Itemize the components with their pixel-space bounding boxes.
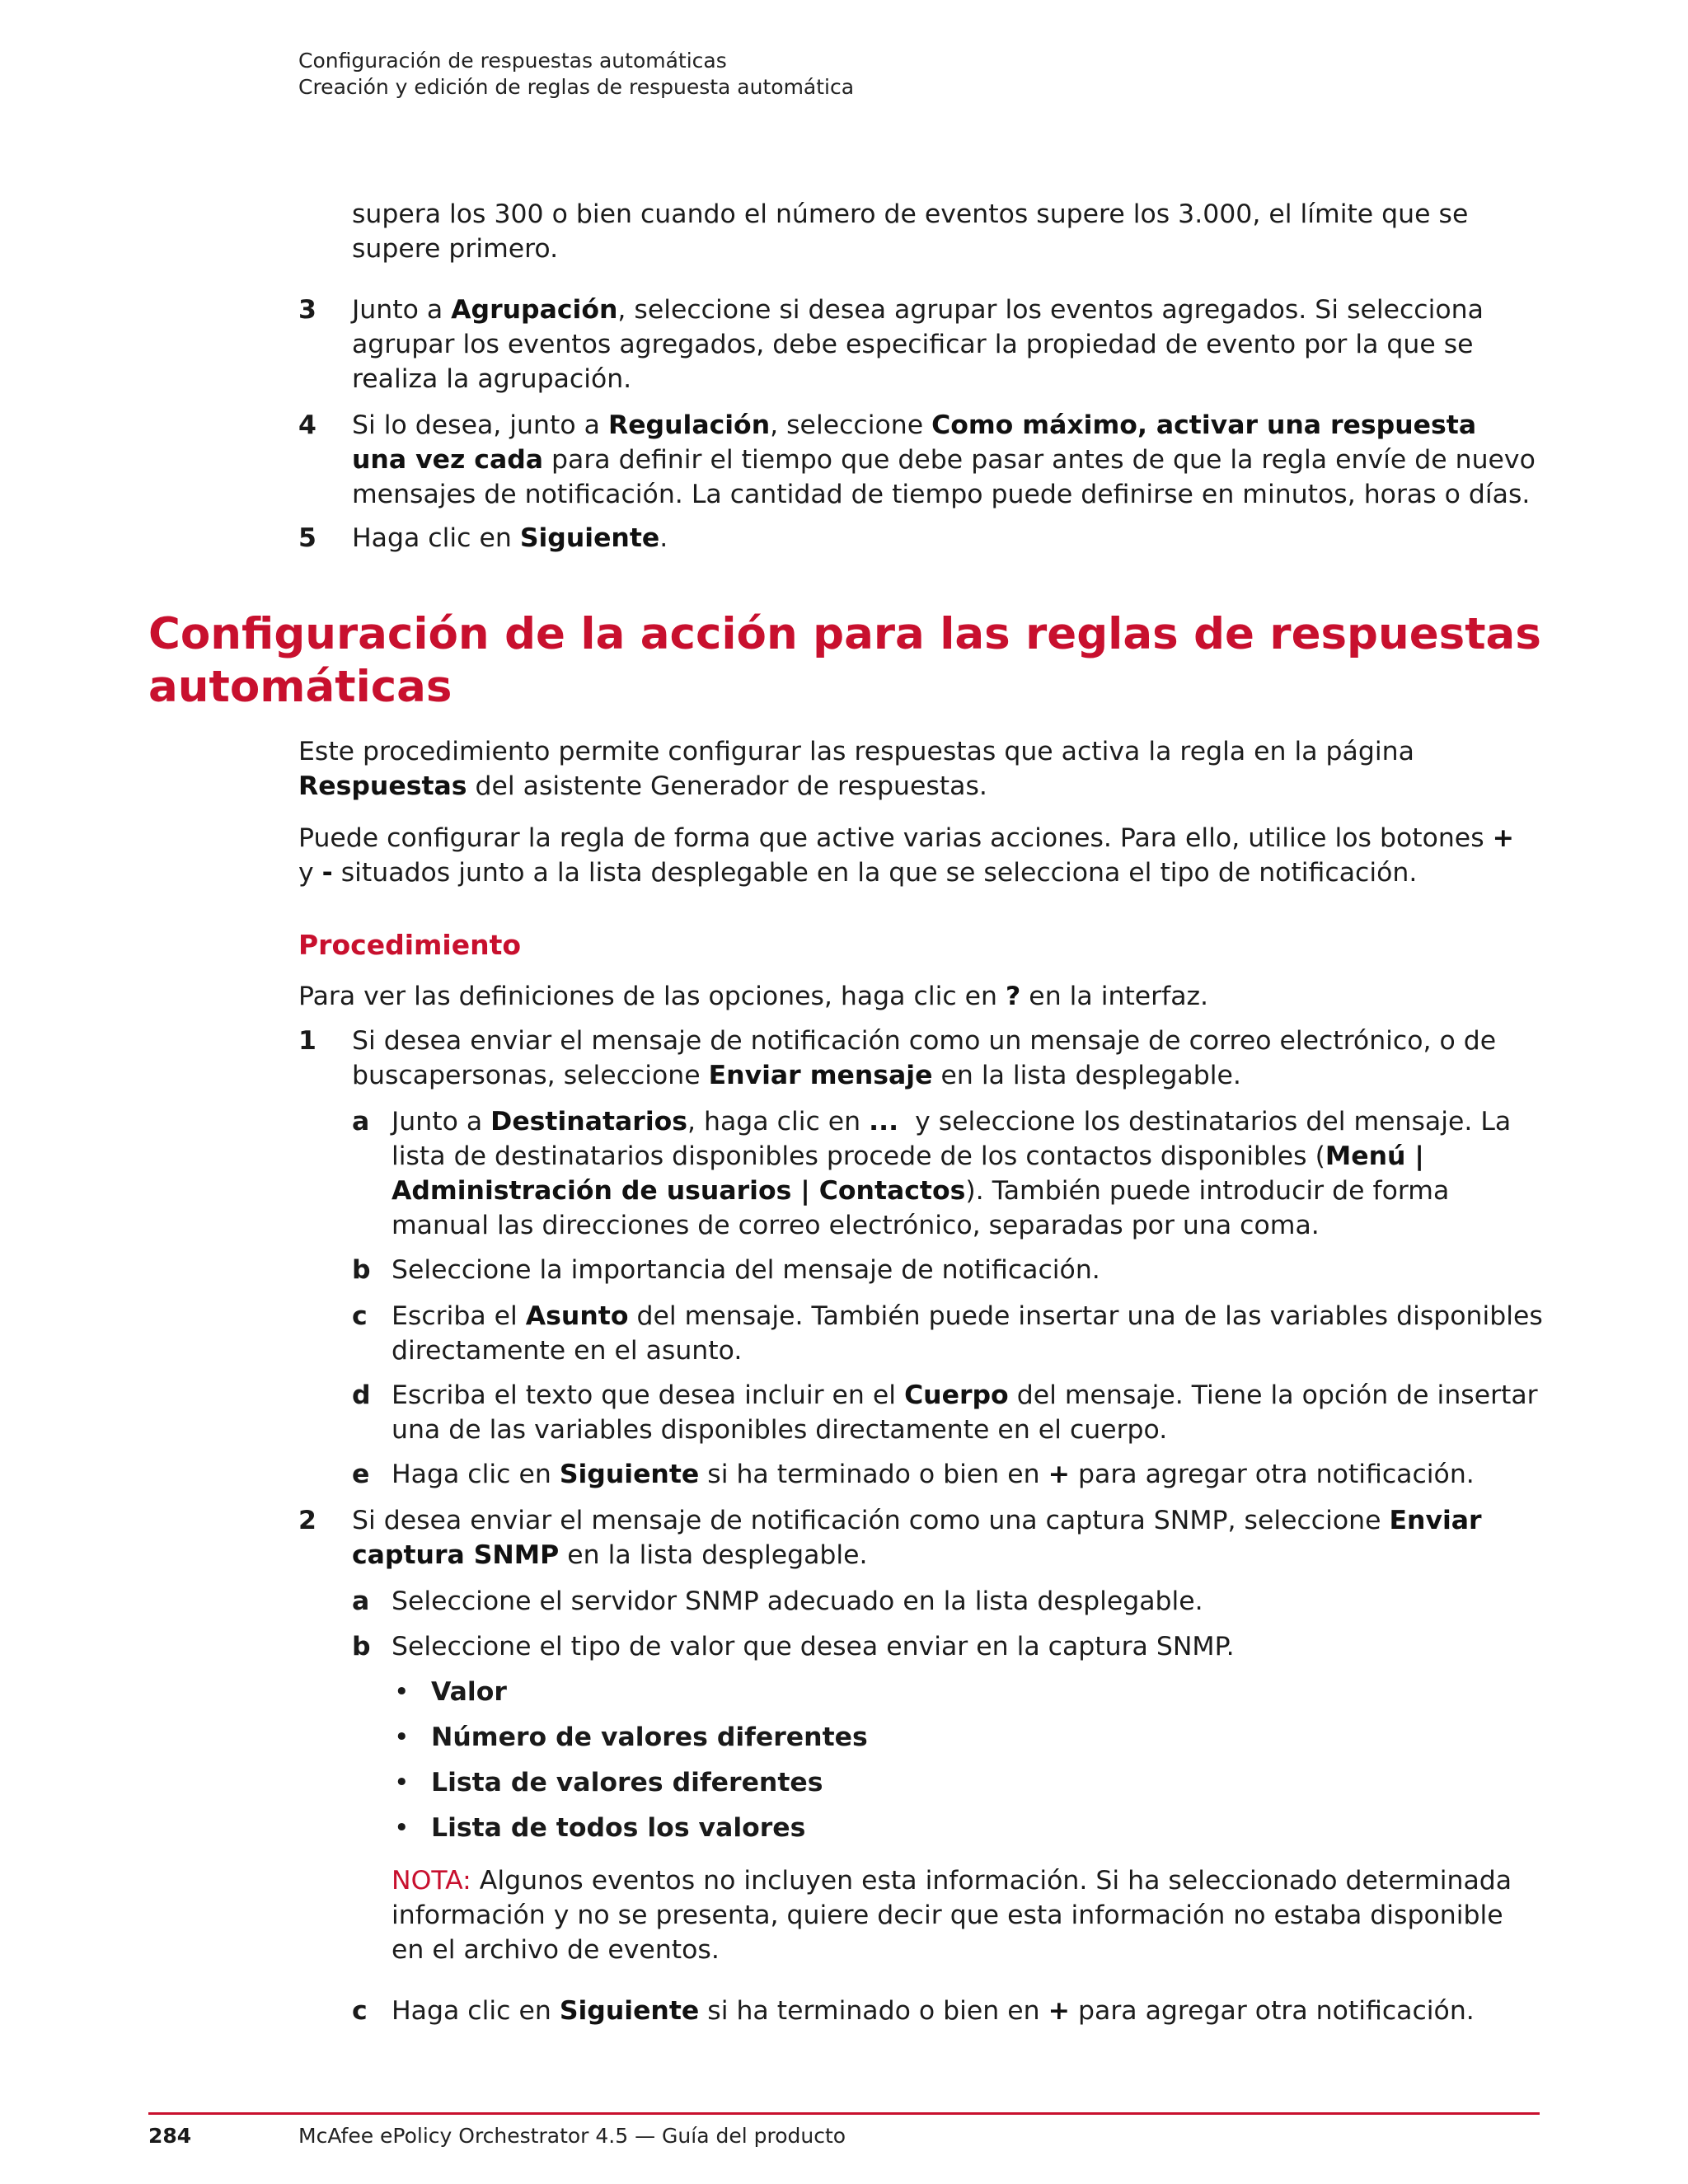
section-title — [148, 608, 1550, 714]
step-number: 1 — [298, 1026, 316, 1056]
bold-term: Siguiente — [559, 1996, 700, 2026]
substep-1c-text — [392, 1299, 1543, 1368]
bold-term: Asunto — [525, 1301, 629, 1331]
text-run: para agregar otra notificación. — [1070, 1996, 1475, 2026]
intro-paragraph-2 — [298, 821, 1514, 890]
substep-letter: a — [352, 1107, 370, 1137]
step-4-text — [352, 408, 1536, 512]
continuation-line-2: supere primero. — [352, 234, 559, 264]
text-run: situados junto a la lista desplegable en la que se selecciona el tipo de notificación. — [332, 858, 1418, 888]
text-line: directamente en el asunto. — [392, 1336, 743, 1366]
text-run: , seleccione si desea agrupar los eventos agregados. Si selecciona — [617, 295, 1484, 325]
substep-1e-text — [392, 1457, 1475, 1492]
text-run: Para ver las definiciones de las opciones, haga clic en — [298, 982, 1006, 1011]
substep-letter: e — [352, 1460, 370, 1489]
text-line: mensajes de notificación. La cantidad de tiempo puede definirse en minutos, horas o días. — [352, 480, 1531, 509]
text-run: ). También puede introducir de forma — [965, 1176, 1450, 1206]
text-run: del mensaje. También puede insertar una de las variables disponibles — [628, 1301, 1543, 1331]
bullet-item: Valor — [431, 1677, 507, 1707]
text-run: lista de destinatarios disponibles procede de los contactos disponibles ( — [392, 1141, 1325, 1171]
text-run: Si lo desea, junto a — [352, 410, 608, 440]
substep-2a-text: Seleccione el servidor SNMP adecuado en la lista desplegable. — [392, 1586, 1203, 1616]
text-run: si ha terminado o bien en — [699, 1460, 1048, 1489]
bold-term: ... — [869, 1107, 899, 1137]
step-number: 3 — [298, 295, 316, 325]
proc-step-2-text — [352, 1503, 1482, 1572]
footer-title: McAfee ePolicy Orchestrator 4.5 — Guía del producto — [298, 2124, 846, 2148]
bold-term: ? — [1006, 982, 1021, 1011]
substep-letter: b — [352, 1255, 371, 1285]
bullet-icon: • — [394, 1677, 410, 1707]
section-title-line-2: automáticas — [148, 662, 452, 712]
bold-term: Cuerpo — [904, 1380, 1009, 1410]
note-label: NOTA: — [392, 1866, 471, 1896]
text-run: Escriba el texto que desea incluir en el — [392, 1380, 905, 1410]
bullet-icon: • — [394, 1768, 410, 1797]
text-line: realiza la agrupación. — [352, 364, 632, 394]
bold-term: Como máximo, activar una respuesta — [931, 410, 1477, 440]
text-run: del mensaje. Tiene la opción de insertar — [1008, 1380, 1538, 1410]
intro-paragraph-1 — [298, 734, 1414, 804]
substep-letter: a — [352, 1586, 370, 1616]
text-run: y seleccione los destinatarios del mensaje. La — [898, 1107, 1512, 1137]
bullet-icon: • — [394, 1813, 410, 1843]
bold-term: Enviar — [1389, 1506, 1482, 1535]
bold-term: Respuestas — [298, 771, 467, 801]
bold-term: Siguiente — [519, 523, 660, 553]
running-header-chapter: Configuración de respuestas automáticas — [298, 49, 727, 73]
bold-term: Regulación — [607, 410, 771, 440]
text-run: para definir el tiempo que debe pasar antes de que la regla envíe de nuevo — [543, 445, 1536, 475]
text-run: Puede configurar la regla de forma que active varias acciones. Para ello, utilice los botones — [298, 823, 1493, 853]
substep-letter: c — [352, 1996, 368, 2026]
text-line: agrupar los eventos agregados, debe especificar la propiedad de evento por la que se — [352, 330, 1474, 359]
substep-1d-text — [392, 1378, 1538, 1447]
substep-letter: d — [352, 1380, 371, 1410]
procedure-heading: Procedimiento — [298, 929, 522, 961]
text-run: Junto a — [392, 1107, 491, 1137]
procedure-intro — [298, 979, 1208, 1014]
text-line: Este procedimiento permite configurar las respuestas que activa la regla en la página — [298, 737, 1414, 766]
continuation-text — [352, 197, 1468, 266]
bullet-item: Lista de valores diferentes — [431, 1768, 823, 1797]
step-5-text — [352, 521, 668, 555]
text-run: Algunos eventos no incluyen esta información. Si ha seleccionado determinada — [471, 1866, 1512, 1896]
text-run: en la lista desplegable. — [932, 1061, 1241, 1090]
text-run: Si desea enviar el mensaje de notificación como una captura SNMP, seleccione — [352, 1506, 1390, 1535]
bold-term: + — [1048, 1996, 1071, 2026]
note-block — [392, 1863, 1512, 1967]
bold-term: + — [1048, 1460, 1071, 1489]
bold-term: Administración de usuarios | Contactos — [392, 1176, 966, 1206]
text-run: si ha terminado o bien en — [699, 1996, 1048, 2026]
text-run: Haga clic en — [392, 1460, 560, 1489]
footer-rule — [148, 2112, 1540, 2115]
step-number: 5 — [298, 523, 316, 553]
text-run: , haga clic en — [687, 1107, 870, 1137]
running-header — [298, 48, 854, 101]
text-run: y — [298, 858, 322, 888]
text-line: información y no se presenta, quiere decir que esta información no estaba disponible — [392, 1900, 1503, 1930]
step-3-text — [352, 293, 1484, 396]
section-title-line-1: Configuración de la acción para las reglas de respuestas — [148, 609, 1541, 659]
bold-term: Siguiente — [559, 1460, 700, 1489]
text-run: , seleccione — [770, 410, 932, 440]
bullet-item: Lista de todos los valores — [431, 1813, 806, 1843]
step-number: 4 — [298, 410, 316, 440]
substep-2c-text — [392, 1994, 1475, 2028]
text-run: . — [659, 523, 668, 553]
bullet-icon: • — [394, 1722, 410, 1752]
text-line: una de las variables disponibles directamente en el cuerpo. — [392, 1415, 1168, 1445]
text-run: para agregar otra notificación. — [1070, 1460, 1475, 1489]
text-run: Escriba el — [392, 1301, 526, 1331]
substep-letter: c — [352, 1301, 368, 1331]
bullet-item: Número de valores diferentes — [431, 1722, 868, 1752]
bold-term: Enviar mensaje — [708, 1061, 933, 1090]
bold-term: captura SNMP — [352, 1540, 560, 1570]
proc-step-1-text — [352, 1024, 1496, 1093]
substep-1a-text — [392, 1104, 1511, 1243]
step-number: 2 — [298, 1506, 316, 1535]
bold-term: Destinatarios — [490, 1107, 688, 1137]
text-line: Si desea enviar el mensaje de notificación como un mensaje de correo electrónico, o de — [352, 1026, 1497, 1056]
substep-1b-text: Seleccione la importancia del mensaje de notificación. — [392, 1255, 1100, 1285]
bold-term: Agrupación — [451, 295, 618, 325]
page-number: 284 — [148, 2124, 192, 2148]
text-run: Haga clic en — [352, 523, 520, 553]
text-line: en el archivo de eventos. — [392, 1935, 720, 1965]
substep-letter: b — [352, 1632, 371, 1661]
text-run: buscapersonas, seleccione — [352, 1061, 709, 1090]
running-header-section: Creación y edición de reglas de respuesta automática — [298, 75, 855, 99]
bold-term: una vez cada — [352, 445, 544, 475]
text-run: del asistente Generador de respuestas. — [467, 771, 987, 801]
continuation-line-1: supera los 300 o bien cuando el número de eventos supere los 3.000, el límite que se — [352, 199, 1469, 229]
text-run: en la lista desplegable. — [559, 1540, 868, 1570]
text-run: Haga clic en — [392, 1996, 560, 2026]
text-run: en la interfaz. — [1020, 982, 1209, 1011]
bold-term: Menú | — [1325, 1141, 1424, 1171]
substep-2b-text: Seleccione el tipo de valor que desea enviar en la captura SNMP. — [392, 1632, 1235, 1661]
bold-term: - — [321, 858, 333, 888]
bold-term: + — [1492, 823, 1515, 853]
text-run: Junto a — [352, 295, 452, 325]
text-line: manual las direcciones de correo electrónico, separadas por una coma. — [392, 1211, 1320, 1240]
